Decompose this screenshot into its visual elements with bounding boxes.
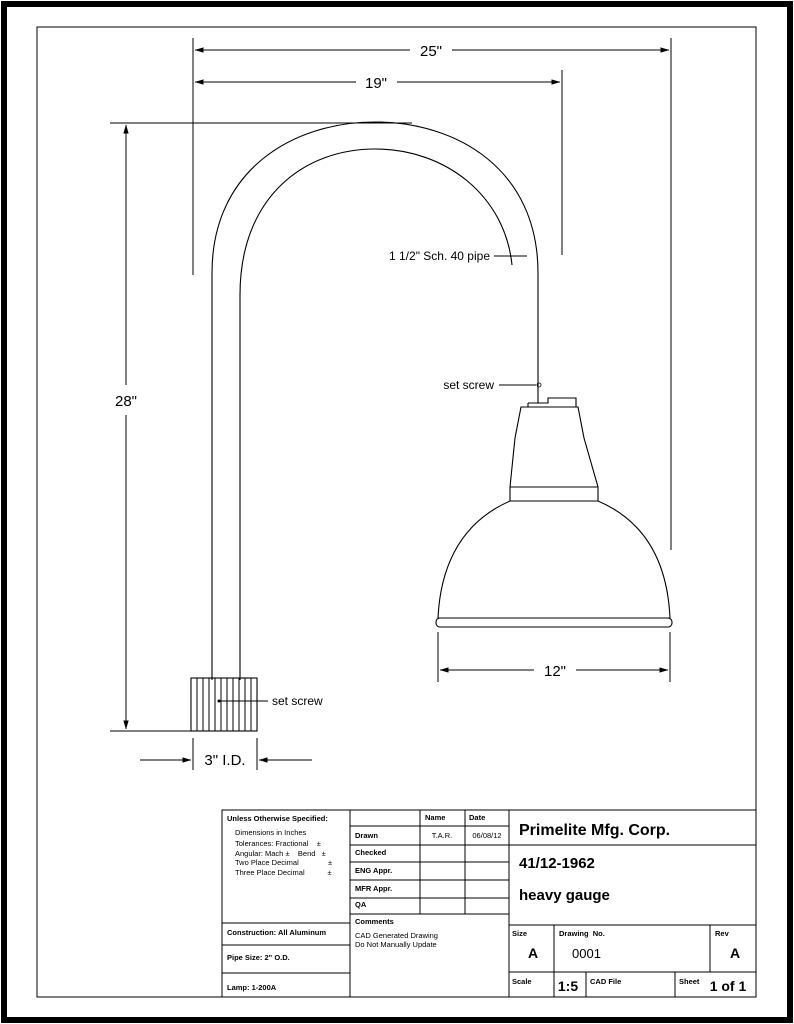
- set-screw-top-callout: [443, 378, 541, 392]
- spec-line: Three Place Decimal ±: [235, 868, 332, 877]
- scale-value: 1:5: [557, 978, 579, 994]
- comments-line: Do Not Manually Update: [355, 940, 437, 949]
- dimension-base-id: [140, 738, 312, 770]
- base-id-label: 3" I.D.: [204, 752, 246, 769]
- lamp-shade: [436, 398, 672, 627]
- dimension-overall-width: [193, 38, 671, 550]
- scale-label: Scale: [512, 977, 532, 986]
- part-number: 41/12-1962: [519, 855, 595, 872]
- company-name: Primelite Mfg. Corp.: [519, 822, 671, 839]
- gooseneck-arm: [212, 122, 538, 680]
- cad-file-label: CAD File: [590, 977, 622, 986]
- size-label: Size: [512, 929, 528, 938]
- drawing-no-label: Drawing No.: [559, 929, 605, 938]
- shade-diameter-label: 12": [543, 663, 567, 680]
- spec-line: Dimensions in Inches: [235, 828, 307, 837]
- mfr-appr-label: MFR Appr.: [355, 884, 393, 893]
- construction-label: Construction: All Aluminum: [227, 928, 327, 937]
- outer-border: [4, 4, 790, 1020]
- rev-label: Rev: [715, 929, 729, 938]
- drawn-date: 06/08/12: [472, 831, 502, 840]
- reach-label: 19": [364, 75, 388, 92]
- drawn-name: T.A.R.: [431, 831, 453, 840]
- set-screw-top-label: set screw: [443, 378, 494, 392]
- sheet-label: Sheet: [679, 977, 700, 986]
- dimension-height: [110, 123, 412, 731]
- dimension-reach: [195, 70, 562, 255]
- lamp-label: Lamp: 1-200A: [227, 983, 277, 992]
- rev-value: A: [729, 945, 741, 961]
- base-fitting: [191, 678, 257, 731]
- size-value: A: [527, 945, 539, 961]
- inner-border: [37, 27, 756, 997]
- drawing-no-value: 0001: [572, 946, 601, 961]
- sheet-value: 1 of 1: [709, 978, 747, 994]
- eng-appr-label: ENG Appr.: [355, 866, 393, 875]
- column-date-header: Date: [469, 813, 486, 822]
- pipe-size-label: Pipe Size: 2" O.D.: [227, 953, 290, 962]
- column-name-header: Name: [425, 813, 446, 822]
- spec-line: Tolerances: Fractional ±: [235, 839, 321, 848]
- height-label: 28": [114, 393, 138, 410]
- drawn-label: Drawn: [355, 831, 378, 840]
- pipe-callout-label: 1 1/2" Sch. 40 pipe: [389, 249, 490, 263]
- spec-line: Angular: Mach ± Bend ±: [235, 849, 326, 858]
- comments-line: CAD Generated Drawing: [355, 931, 438, 940]
- dimension-shade: [438, 632, 670, 682]
- comments-label: Comments: [355, 917, 394, 926]
- spec-line: Two Place Decimal ±: [235, 858, 333, 867]
- pipe-callout: [389, 249, 527, 263]
- unless-specified-label: Unless Otherwise Specified:: [227, 814, 328, 823]
- part-description: heavy gauge: [519, 887, 610, 904]
- overall-width-label: 25": [419, 43, 443, 60]
- checked-label: Checked: [355, 848, 387, 857]
- set-screw-base-label: set screw: [272, 694, 323, 708]
- qa-label: QA: [355, 900, 367, 909]
